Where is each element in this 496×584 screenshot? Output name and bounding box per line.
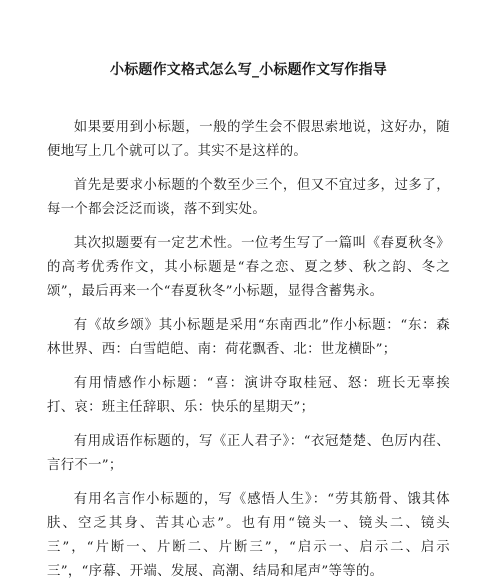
paragraph: 如果要用到小标题，一般的学生会不假思索地说，这好办，随便地写上几个就可以了。其实不是这样的。 (47, 120, 450, 159)
document-body (47, 116, 450, 584)
paragraph: 其次拟题要有一定艺术性。一位考生写了一篇叫《春夏秋冬》的高考优秀作文，其小标题是“春之恋、夏之梦、秋之韵、冬之颂”，最后再来一个“春夏秋冬”小标题，显得含蓄隽永。 (47, 236, 450, 299)
paragraph: 有用成语作标题的，写《正人君子》：“衣冠楚楚、色厉内荏、言行不一”； (47, 434, 450, 473)
document-title: 小标题作文格式怎么写_小标题作文写作指导 (110, 62, 387, 78)
paragraph: 有《故乡颂》其小标题是采用“东南西北”作小标题：“东：森林世界、西：白雪皑皑、南：荷花飘香、北：世龙横卧”； (47, 318, 450, 357)
paragraph: 首先是要求小标题的个数至少三个，但又不宜过多，过多了，每一个都会泛泛而谈，落不到实处。 (47, 178, 450, 217)
paragraph: 有用名言作小标题的，写《感悟人生》：“劳其筋骨、饿其体肤、空乏其身、苦其心志”。也有用“镜头一、镜头二、镜头三”，“片断一、片断二、片断三”，“启示一、启示二、启示三”，“序幕、开端、发展、高潮、结局和尾声”等等的。 (47, 492, 450, 579)
paragraph: 有用情感作小标题：“喜：演讲夺取桂冠、怒：班长无辜挨打、哀：班主任辞职、乐：快乐的星期天”； (47, 376, 450, 415)
